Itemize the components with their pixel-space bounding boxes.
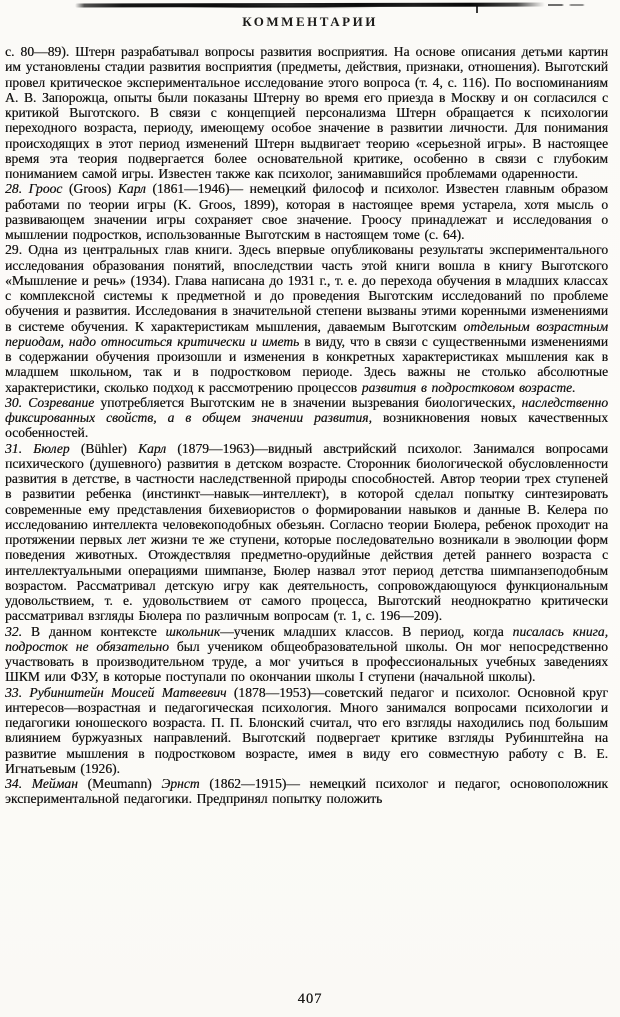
page-number: 407: [297, 991, 323, 1007]
entry-34-meumann: 34. Мейман (Meumann) Эрнст (1862—1915)— немецкий психолог и педагог, основоположник экспериментальной педагогики. Предпринял попытку положить: [5, 776, 608, 807]
entry-29-chapter-note: 29. Одна из центральных глав книги. Здесь впервые опубликованы результаты экспериментального исследования образования понятий, впоследствии часть этой книги вошла в книгу Выготского «Мышление и речь» (1934). Глава написана до 1931 г., т. е. до перехода обучения в младших классах с комплексной системы к предметной и до проведения Выготским исследований по проблеме обучения и развития. Исследования в значительной степени вызваны этими коренными изменениями в системе обучения. К характеристикам мышления, даваемым Выготским отдельным возрастным периодам, надо относиться критически и иметь в виду, что в связи с существенными изменениями в содержании обучения произошли и изменения в конкретных характеристиках мышления как в младшем школьном, так и в подростковом периоде. Здесь важны не столько абсолютные характеристики, сколько подход к рассмотрению процессов развития в подростковом возрасте.: [5, 242, 609, 395]
entry-33-rubinstein: 33. Рубинштейн Моисей Матвеевич (1878—1953)—советский педагог и психолог. Основной круг интересов—возрастная и педагогическая психология. Много занимался вопросами психологии и педагогики юношеского возраста. П. П. Блонский считал, что его взгляды находились под большим влиянием буржуазных направлений. Выготский подвергает критике взгляды Рубинштейна на развитие мышления в подростковом возрасте, имея в виду его совместную работу с В. Е. Игнатьевым (1926).: [5, 684, 609, 776]
scan-smudge-dots: [548, 4, 594, 6]
para-stern-continuation: с. 80—89). Штерн разрабатывал вопросы развития восприятия. На основе описания детьми картин им установлены стадии развития восприятия (предметы, действия, признаки, отношения). Выготский провел критическое экспериментальное исследование этого вопроса (т. 4, с. 116). По воспоминаниям А. В. Запорожца, опыты были показаны Штерну во время его приезда в Москву и он согласился с критикой Выготского. В связи с концепцией персонализма Штерн обращается к психологии переходного возраста, периоду, имеющему особое значение в развитии личности. Для понимания происходящих в этот период изменений Штерн выдвигает теорию «серьезной игры». В настоящее время эта теория подвергается более основательной критике, особенно в связи с глубоким пониманием самой игры. Известен также как психолог, занимавшийся проблемами одаренности.: [5, 44, 608, 181]
scan-smudge-line-secondary: [180, 6, 380, 8]
entry-32-shkolnik: 32. В данном контексте школьник—ученик младших классов. В период, когда писалась книга, подросток не обязательно был учеником общеобразовательной школы. Он мог непосредственно участвовать в производительном труде, а мог учиться в профессиональных учебных заведениях ШКМ или ФЗУ, в которые поступали по окончании школы I ступени (начальной школы).: [5, 623, 608, 685]
entry-28-groos: 28. Гроос (Groos) Карл (1861—1946)— немецкий философ и психолог. Известен главным образом работами по теории игры (K. Groos, 1899), которая в настоящее время устарела, хотя мысль о развивающем значении игры сохраняет свое значение. Гроосу принадлежат и исследования о мышлении подростков, использованные Выготским в настоящем томе (с. 64).: [5, 181, 609, 242]
scan-smudge-tick: [476, 6, 478, 13]
commentary-text: [5, 44, 608, 807]
entry-30-maturation: 30. Созревание употребляется Выготским не в значении вызревания биологических, наследственно фиксированных свойств, а в общем значении развития, возникновения новых качественных особенностей.: [5, 394, 608, 441]
running-header: КОММЕНТАРИИ: [242, 14, 378, 29]
entry-31-buhler: 31. Бюлер (Bühler) Карл (1879—1963)—видный австрийский психолог. Занимался вопросами психического (душевного) развития в детском возрасте. Сторонник биологической обусловленности развития в детстве, в частности наследственной природы способностей. Автор теории трех ступеней в развитии ребенка (инстинкт—навык—интеллект), в которой сделал попытку синтезировать современные ему представления бихевиористов о формировании навыков и данные В. Келера по исследованию интеллекта человекоподобных обезьян. Согласно теории Бюлера, ребенок проходит на протяжении первых лет жизни те же ступени, которые последовательно возникали в эволюции форм поведения животных. Отождествляя предметно-орудийные действия детей раннего возраста с интеллектуальными операциями шимпанзе, Бюлер назвал этот период детства шимпанзеподобным возрастом. Рассматривал детскую игру как деятельность, сопровождающуюся функциональным удовольствием, т. е. удовольствием от самого процесса, Выготский неоднократно критически рассматривал взгляды Бюлера по различным вопросам (т. 1, с. 196—209).: [5, 440, 608, 624]
